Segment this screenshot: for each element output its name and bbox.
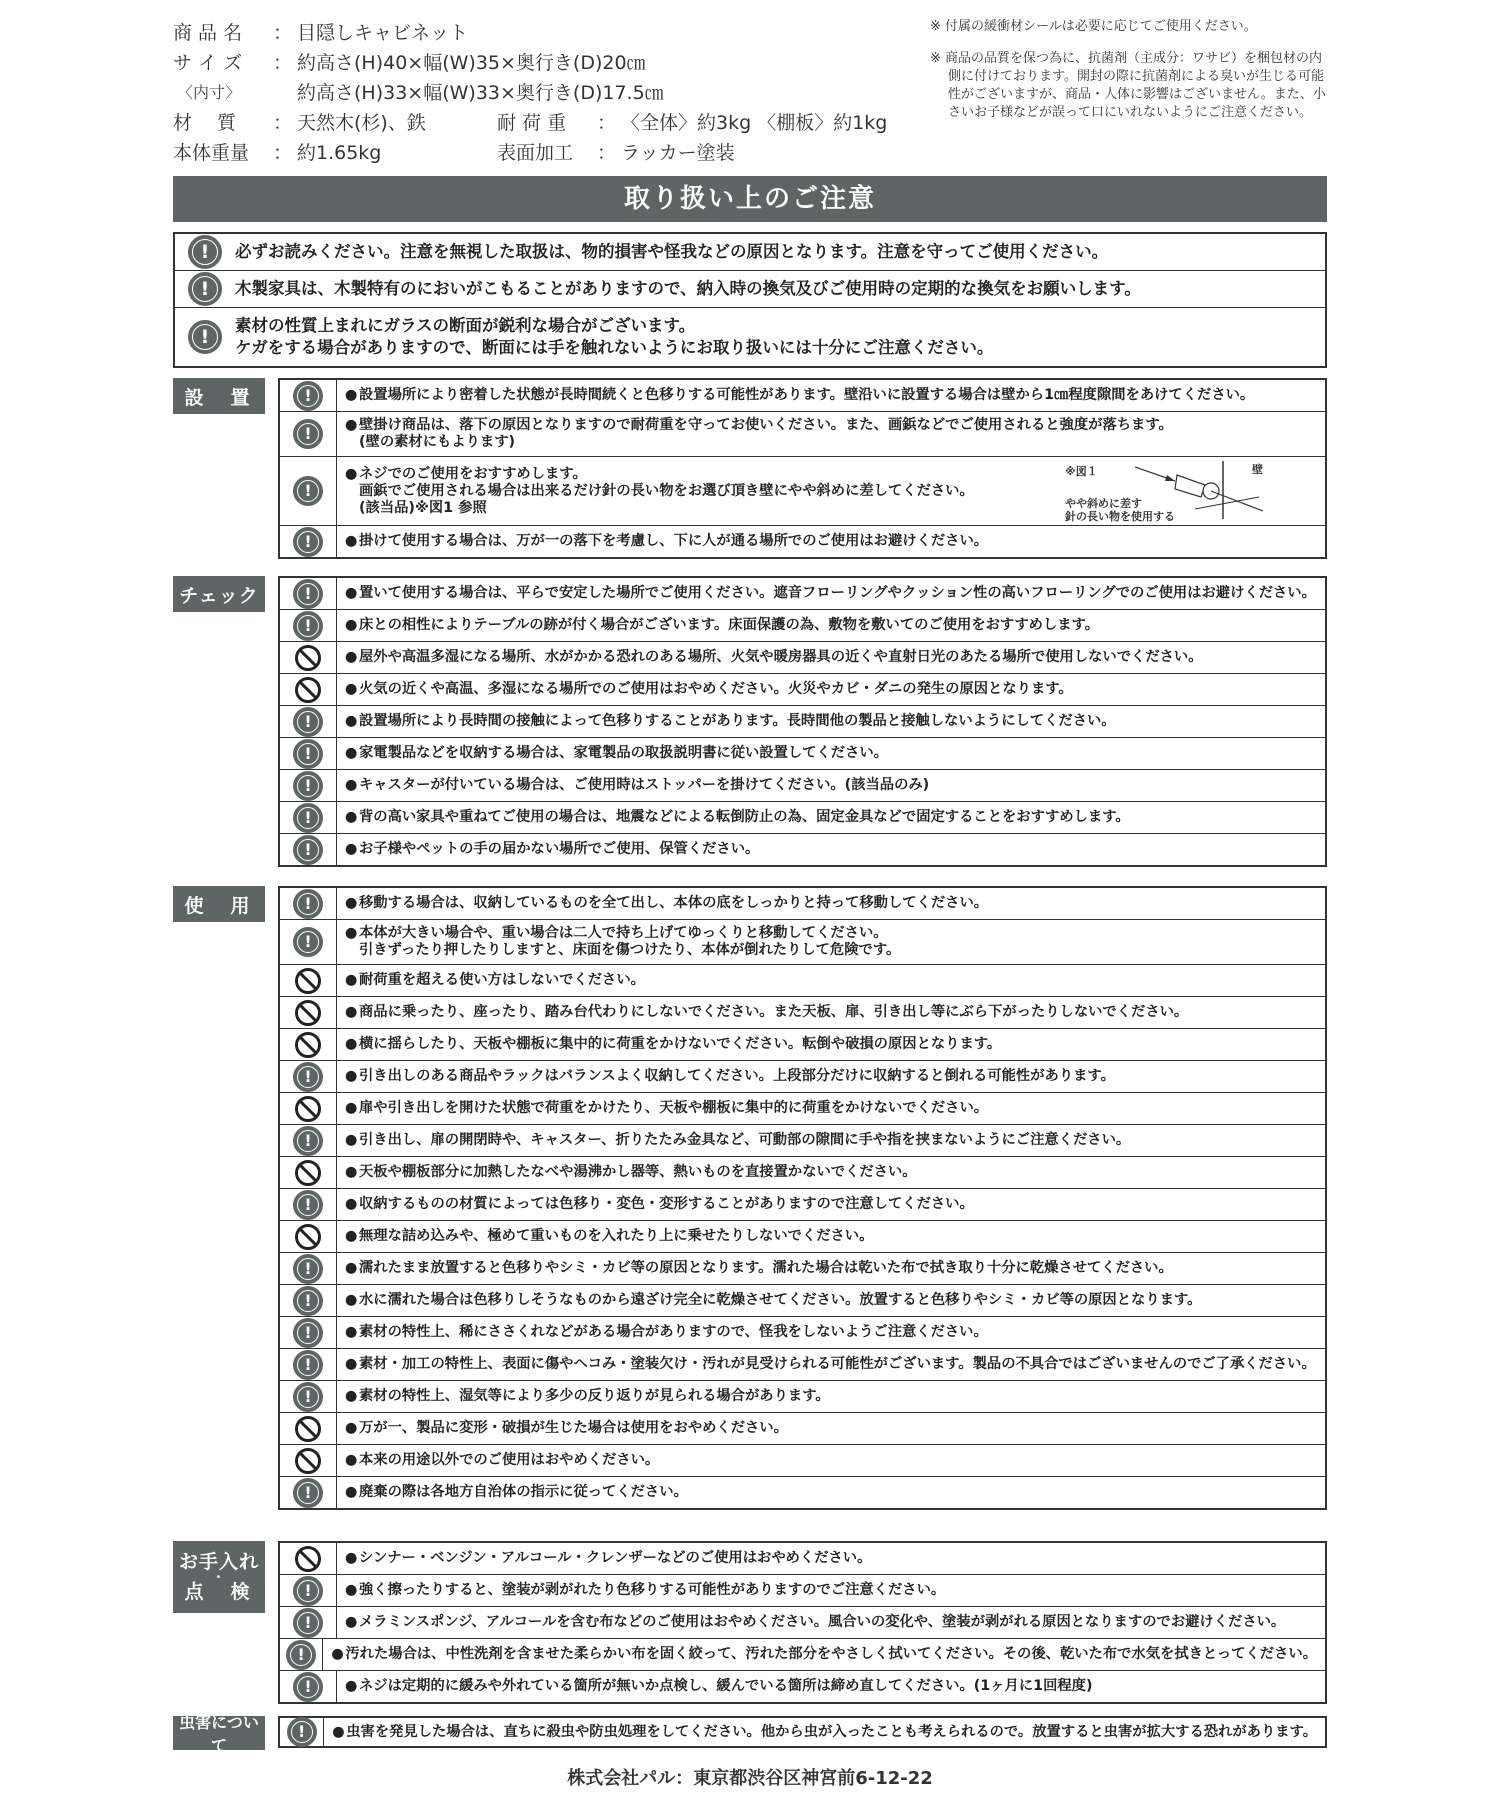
warning-row: ! 必ずお読みください。注意を無視した取扱は、物的損害や怪我などの原因となります。注意を守ってご使用ください。 (175, 234, 1325, 271)
table-row: ! ● 背の高い家具や重ねてご使用の場合は、地震などによる転倒防止の為、固定金具などで固定することをおすすめします。 (280, 802, 1325, 834)
table-row: ! ● ネジでのご使用をおすすめします。 画鋲でご使用される場合は出来るだけ針の長い物をお選び頂き壁にやや斜めに差してください。 (該当品)※図1 参照 ※図１ やや斜めに差す 針の長い物を使用する 壁 (280, 457, 1325, 526)
prohibition-icon (295, 1096, 321, 1122)
table-row: ! ● 本体が大きい場合や、重い場合は二人で持ち上げてゆっくりと移動してください。 引きずったり押したりしますと、床面を傷つけたり、本体が倒れたりして危険です。 (280, 920, 1325, 965)
check-table (278, 576, 1327, 867)
exclamation-icon: ! (293, 707, 323, 737)
spec-load-value: 〈全体〉約3kg 〈棚板〉約1kg (621, 112, 888, 134)
table-row: ● 本来の用途以外でのご使用はおやめください。 (280, 1445, 1325, 1477)
exclamation-icon: ! (293, 927, 323, 957)
table-row: ● 耐荷重を超える使い方はしないでください。 (280, 965, 1325, 997)
table-row: ! ● 強く擦ったりすると、塗装が剥がれたり色移りする可能性がありますのでご注意ください。 (280, 1575, 1325, 1607)
spec-weight-row: 本体重量 ： 約1.65kg 表面加工 ： ラッカー塗装 (173, 138, 893, 168)
spec-size-row: サ イ ズ ： 約高さ(H)40×幅(W)35×奥行き(D)20㎝ (173, 48, 893, 78)
spec-material-value: 天然木(杉)、鉄 (297, 112, 426, 134)
exclamation-icon: ! (293, 1350, 323, 1380)
table-row: ! ● 水に濡れた場合は色移りしそうなものから遠ざけ完全に乾燥させてください。放置すると色移りやシミ・カビ等の原因となります。 (280, 1285, 1325, 1317)
table-row: ! ● ネジは定期的に緩みや外れている箇所が無いか点検し、緩んでいる箇所は締め直してください。(1ヶ月に1回程度) (280, 1671, 1325, 1702)
exclamation-icon: ! (293, 1254, 323, 1284)
insect-table (278, 1716, 1327, 1748)
exclamation-icon: ! (293, 419, 323, 449)
section-label-use: 使 用 (173, 886, 265, 922)
table-row: ● 扉や引き出しを開けた状態で荷重をかけたり、天板や棚板に集中的に荷重をかけないでください。 (280, 1093, 1325, 1125)
exclamation-icon: ! (293, 739, 323, 769)
table-row: ! ● 素材の特性上、稀にささくれなどがある場合がありますので、怪我をしないようご注意ください。 (280, 1317, 1325, 1349)
table-row: ● 天板や棚板部分に加熱したなべや湯沸かし器等、熱いものを直接置かないでください。 (280, 1157, 1325, 1189)
spec-name-label: 商 品 名 (173, 22, 243, 44)
table-row: ! ● お子様やペットの手の届かない場所でご使用、保管ください。 (280, 834, 1325, 865)
pushpin-diagram-icon (1135, 461, 1265, 521)
spec-size-value: 約高さ(H)40×幅(W)35×奥行き(D)20㎝ (297, 52, 646, 74)
table-row: ! ● 素材の特性上、湿気等により多少の反り返りが見られる場合があります。 (280, 1381, 1325, 1413)
spec-finish-value: ラッカー塗装 (621, 142, 735, 164)
table-row: ! ● メラミンスポンジ、アルコールを含む布などのご使用はおやめください。風合いの変化や、塗装が剥がれる原因となりますのでお避けください。 (280, 1607, 1325, 1639)
table-row: ● 横に揺らしたり、天板や棚板に集中的に荷重をかけないでください。転倒や破損の原因となります。 (280, 1029, 1325, 1061)
exclamation-icon: ! (293, 1318, 323, 1348)
spec-inner-label: 〈内寸〉 (177, 83, 242, 102)
exclamation-icon: ! (293, 1190, 323, 1220)
caution-banner: 取り扱い上のご注意 (173, 176, 1327, 222)
section-label-insect: 虫害について (173, 1716, 265, 1750)
company-footer: 株式会社パル：東京都渋谷区神宮前6-12-22 (567, 1768, 933, 1789)
table-row: ! ● 設置場所により密着した状態が長時間続くと色移りする可能性があります。壁沿いに設置する場合は壁から1㎝程度隙間をあけてください。 (280, 380, 1325, 412)
general-warnings (173, 232, 1327, 368)
exclamation-icon: ! (293, 1576, 323, 1606)
note-cushion: ※ 付属の緩衝材シールは必要に応じてご使用ください。 (930, 19, 1257, 34)
install-table (278, 378, 1327, 559)
exclamation-icon: ! (293, 803, 323, 833)
table-row: ! ● 床との相性によりテーブルの跡が付く場合がございます。床面保護の為、敷物を敷いてのご使用をおすすめします。 (280, 610, 1325, 642)
spec-name-row: 商 品 名 ： 目隠しキャビネット (173, 18, 893, 48)
figure-1: ※図１ やや斜めに差す 針の長い物を使用する 壁 (1065, 463, 1263, 523)
prohibition-icon (295, 1160, 321, 1186)
table-row: ! ● 引き出しのある商品やラックはバランスよく収納してください。上段部分だけに収納すると倒れる可能性があります。 (280, 1061, 1325, 1093)
exclamation-icon: ! (293, 1126, 323, 1156)
table-row: ● 屋外や高温多湿になる場所、水がかかる恐れのある場所、火気や暖房器具の近くや直射日光のあたる場所で使用しないでください。 (280, 642, 1325, 674)
prohibition-icon (295, 1416, 321, 1442)
table-row: ! ● 濡れたまま放置すると色移りやシミ・カビ等の原因となります。濡れた場合は乾いた布で拭き取り十分に乾燥させてください。 (280, 1253, 1325, 1285)
table-row: ! ● 家電製品などを収納する場合は、家電製品の取扱説明書に従い設置してください。 (280, 738, 1325, 770)
table-row: ! ● 掛けて使用する場合は、万が一の落下を考慮し、下に人が通る場所でのご使用はお避けください。 (280, 526, 1325, 557)
exclamation-icon: ! (286, 1640, 316, 1670)
exclamation-icon: ! (293, 579, 323, 609)
table-row: ● 無理な詰め込みや、極めて重いものを入れたり上に乗せたりしないでください。 (280, 1221, 1325, 1253)
table-row: ● 万が一、製品に変形・破損が生じた場合は使用をおやめください。 (280, 1413, 1325, 1445)
notes (930, 18, 1330, 136)
spec-weight-value: 約1.65kg (297, 142, 382, 164)
table-row: ● 火気の近くや高温、多湿になる場所でのご使用はおやめください。火災やカビ・ダニの発生の原因となります。 (280, 674, 1325, 706)
exclamation-icon: ! (293, 611, 323, 641)
spec-inner-value: 約高さ(H)33×幅(W)33×奥行き(D)17.5㎝ (297, 82, 664, 104)
warning-row: ! 素材の性質上まれにガラスの断面が鋭利な場合がございます。 ケガをする場合がありますので、断面には手を触れないようにお取り扱いには十分にご注意ください。 (175, 308, 1325, 366)
spec-inner-row (173, 78, 893, 108)
table-row: ! ● 置いて使用する場合は、平らで安定した場所でご使用ください。遮音フローリングやクッション性の高いフローリングでのご使用はお避けください。 (280, 578, 1325, 610)
prohibition-icon (295, 968, 321, 994)
exclamation-icon: ! (188, 320, 222, 354)
table-row: ! ● 壁掛け商品は、落下の原因となりますので耐荷重を守ってお使いください。また、画鋲などでご使用されると強度が落ちます。 (壁の素材にもよります) (280, 412, 1325, 457)
table-row: ! ● 収納するものの材質によっては色移り・変色・変形することがありますので注意してください。 (280, 1189, 1325, 1221)
warning-row: ! 木製家具は、木製特有のにおいがこもることがありますので、納入時の換気及びご使用時の定期的な換気をお願いします。 (175, 271, 1325, 308)
section-label-check: チェック (173, 576, 265, 612)
prohibition-icon (295, 1032, 321, 1058)
note-antibacterial: ※ 商品の品質を保つ為に、抗菌剤（主成分：ワサビ）を梱包材の内側に付けております。開封の際に抗菌剤による臭いが生じる可能性がございますが、商品・人体に影響はございません。また、小さいお子様などが誤って口にいれないようにご注意ください。 (930, 51, 1326, 120)
table-row: ● シンナー・ベンジン・アルコール・クレンザーなどのご使用はおやめください。 (280, 1543, 1325, 1575)
table-row: ! ● 素材・加工の特性上、表面に傷やヘコみ・塗装欠け・汚れが見受けられる可能性がございます。製品の不具合ではございませんのでご了承ください。 (280, 1349, 1325, 1381)
exclamation-icon: ! (293, 1382, 323, 1412)
prohibition-icon (295, 1224, 321, 1250)
exclamation-icon: ! (293, 1478, 323, 1508)
exclamation-icon: ! (293, 889, 323, 919)
prohibition-icon (295, 1448, 321, 1474)
spec-name-value: 目隠しキャビネット (297, 22, 469, 44)
table-row: ! ● 引き出し、扉の開閉時や、キャスター、折りたたみ金具など、可動部の隙間に手や指を挟まないようにご注意ください。 (280, 1125, 1325, 1157)
exclamation-icon: ! (293, 771, 323, 801)
spec-load-label: 耐 荷 重 (497, 112, 567, 134)
exclamation-icon: ! (293, 835, 323, 865)
use-table (278, 886, 1327, 1510)
care-table (278, 1541, 1327, 1704)
section-label-install: 設 置 (173, 378, 265, 414)
exclamation-icon: ! (293, 1608, 323, 1638)
spec-material-label: 材 質 (173, 112, 237, 134)
spec-finish-label: 表面加工 (497, 142, 574, 164)
prohibition-icon (295, 1546, 321, 1572)
prohibition-icon (295, 645, 321, 671)
table-row: ! ● 汚れた場合は、中性洗剤を含ませた柔らかい布を固く絞って、汚れた部分をやさしく拭いてください。その後、乾いた布で水気を拭きとってください。 (280, 1639, 1325, 1671)
table-row: ! ● 廃棄の際は各地方自治体の指示に従ってください。 (280, 1477, 1325, 1508)
exclamation-icon: ! (293, 476, 323, 506)
table-row: ● 商品に乗ったり、座ったり、踏み台代わりにしないでください。また天板、扉、引き出し等にぶら下がったりしないでください。 (280, 997, 1325, 1029)
table-row: ! ● 設置場所により長時間の接触によって色移りすることがあります。長時間他の製品と接触しないようにしてください。 (280, 706, 1325, 738)
spec-material-row: 材 質 ： 天然木(杉)、鉄 耐 荷 重 ： 〈全体〉約3kg 〈棚板〉約1kg (173, 108, 893, 138)
table-row: ! ● 虫害を発見した場合は、直ちに殺虫や防虫処理をしてください。他から虫が入ったことも考えられるので。放置すると虫害が拡大する恐れがあります。 (280, 1718, 1325, 1746)
exclamation-icon: ! (188, 235, 222, 269)
table-row: ! ● 移動する場合は、収納しているものを全て出し、本体の底をしっかりと持って移動してください。 (280, 888, 1325, 920)
prohibition-icon (295, 677, 321, 703)
exclamation-icon: ! (188, 272, 222, 306)
exclamation-icon: ! (287, 1717, 317, 1747)
product-spec (173, 18, 893, 168)
section-label-care: お手入れ ・ 点 検 (173, 1541, 265, 1613)
exclamation-icon: ! (293, 1062, 323, 1092)
prohibition-icon (295, 1000, 321, 1026)
exclamation-icon: ! (293, 527, 323, 557)
spec-weight-label: 本体重量 (173, 142, 250, 164)
table-row: ! ● キャスターが付いている場合は、ご使用時はストッパーを掛けてください。(該当品のみ) (280, 770, 1325, 802)
exclamation-icon: ! (293, 1286, 323, 1316)
exclamation-icon: ! (293, 1672, 323, 1702)
exclamation-icon: ! (293, 381, 323, 411)
spec-size-label: サ イ ズ (173, 52, 243, 74)
